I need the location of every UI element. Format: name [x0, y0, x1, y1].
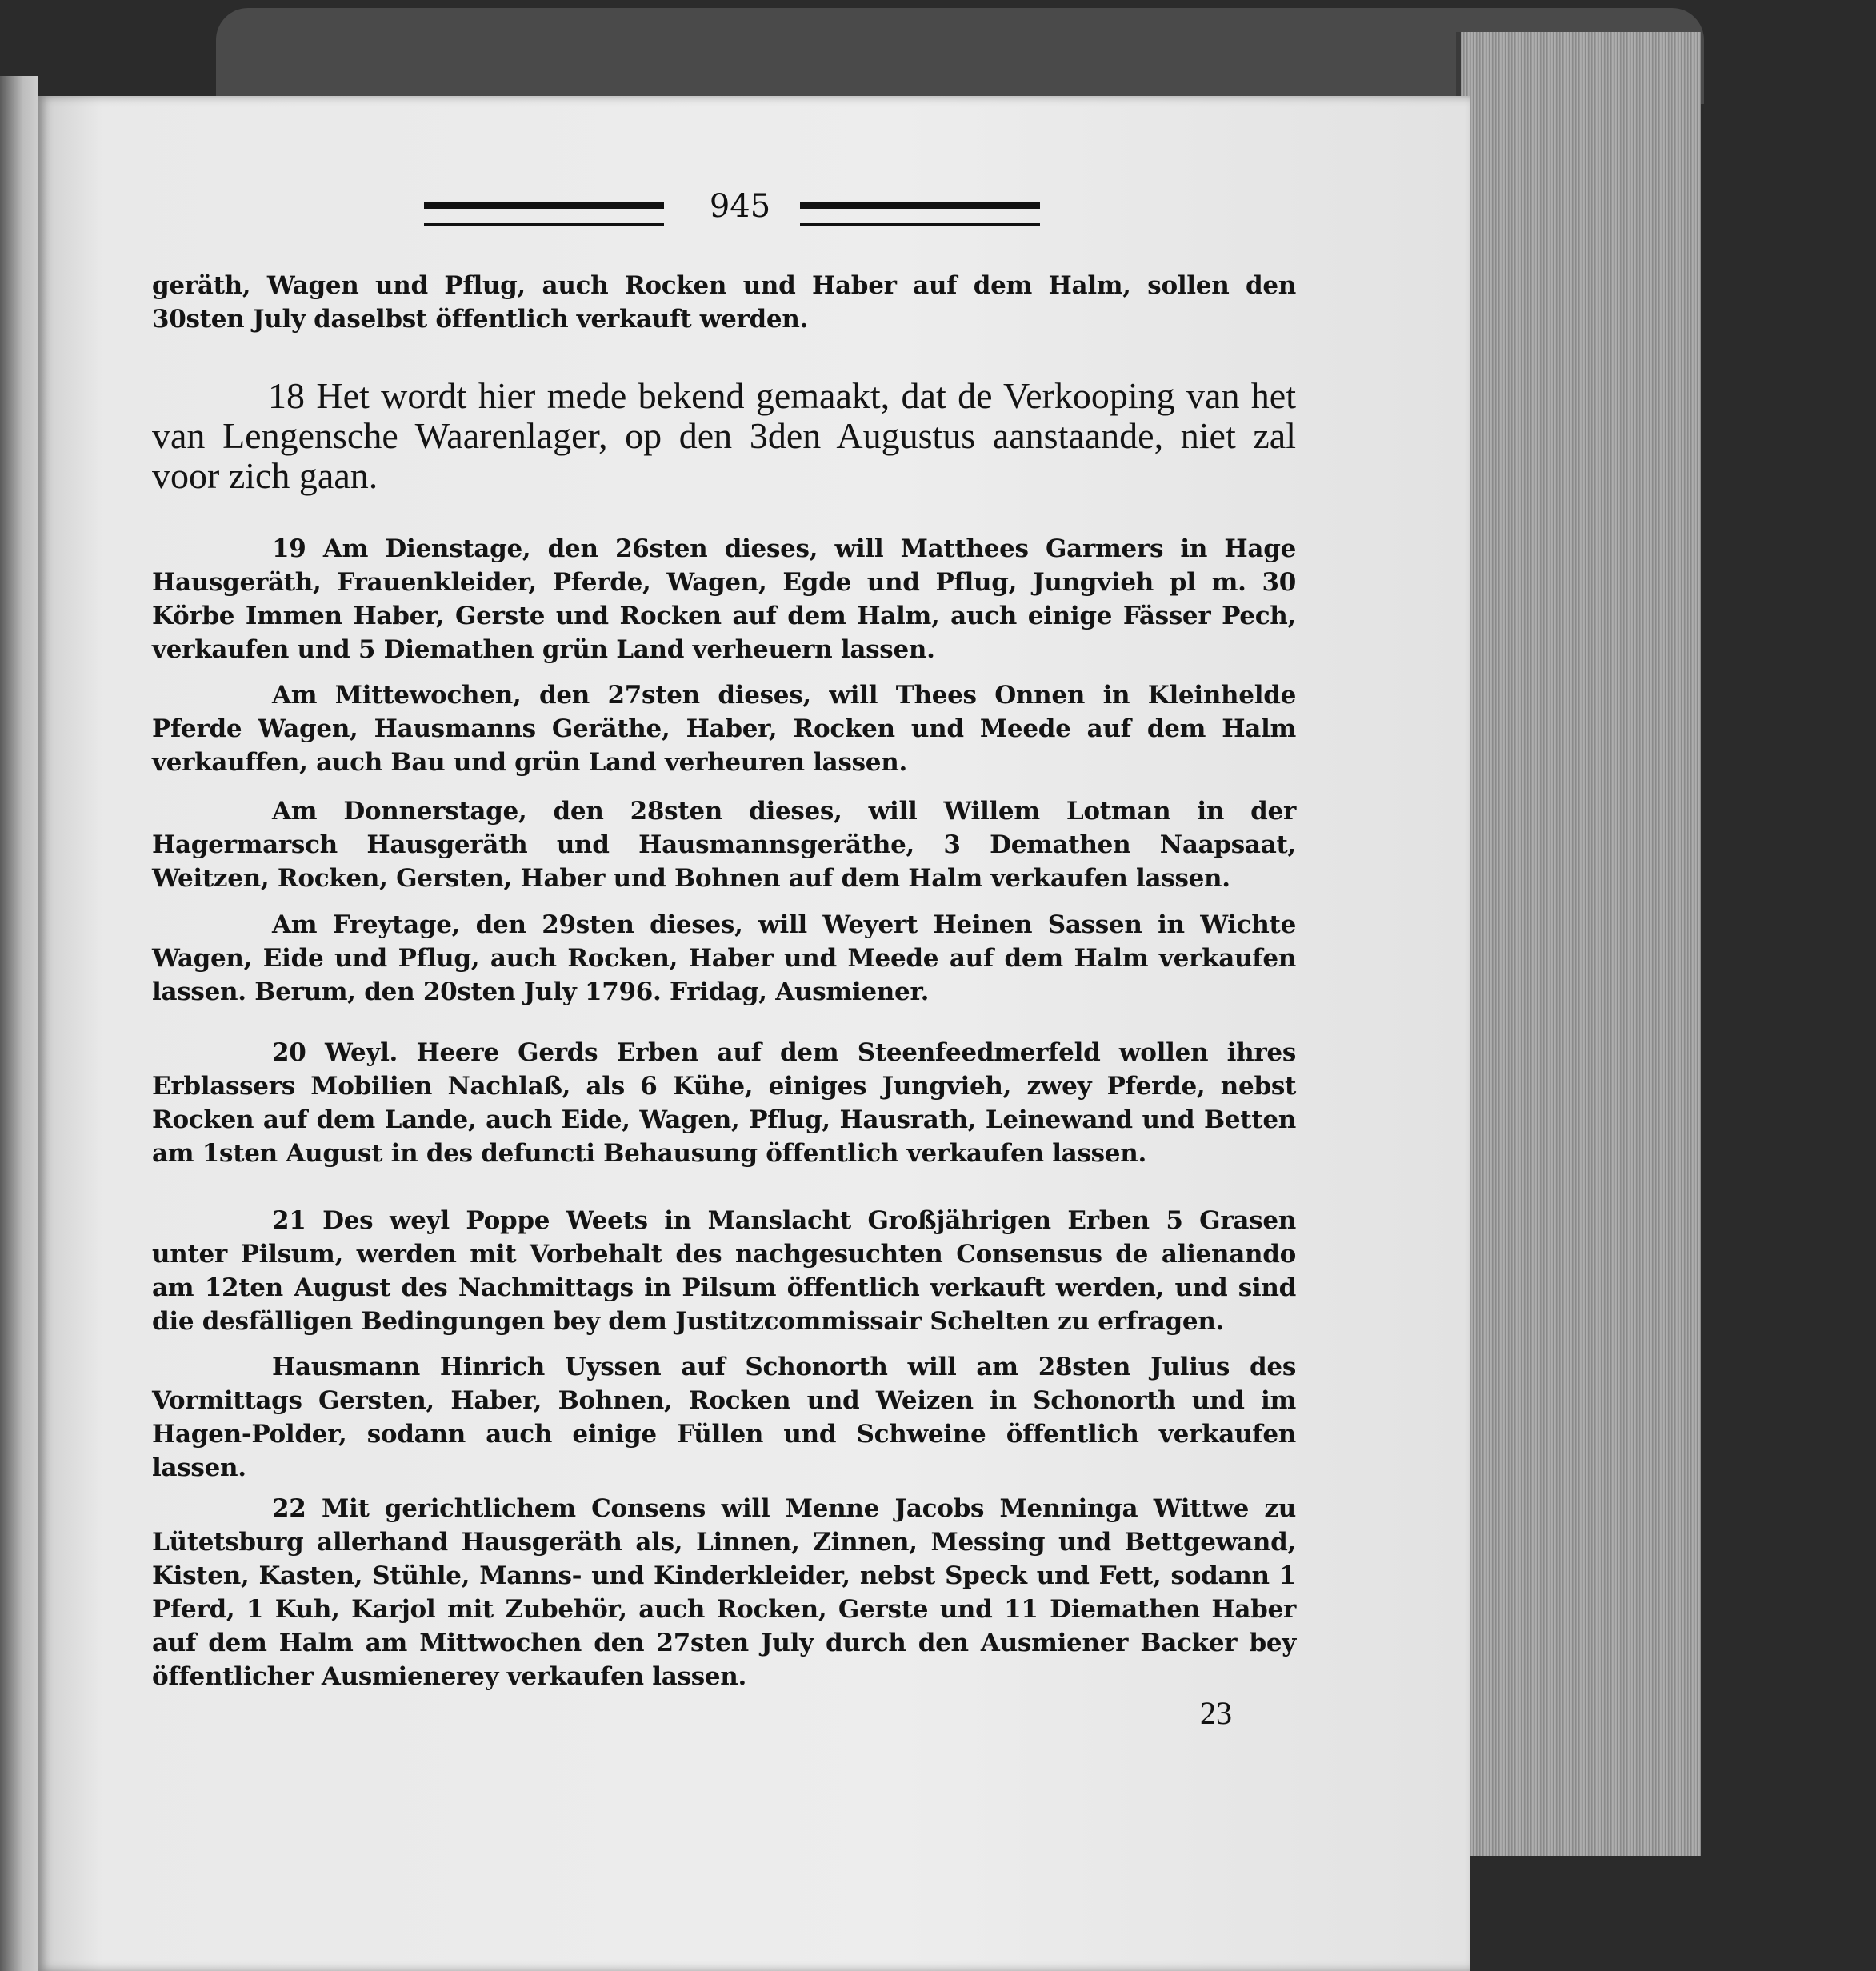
paragraph-continuation: geräth, Wagen und Pflug, auch Rocken und Haber auf dem Halm, sollen den 30sten July daselbst öffentlich verkauft werden. [152, 271, 1296, 334]
header-rule-left [424, 202, 664, 226]
paragraph-19-wednesday: Am Mittewochen, den 27sten dieses, will Thees Onnen in Kleinhelde Pferde Wagen, Hausmanns Geräthe, Haber, Rocken und Meede auf dem Halm verkauffen, auch Bau und grün Land verheuren lassen. [152, 681, 1296, 777]
page-header [384, 188, 1184, 236]
paragraph-19-thursday: Am Donnerstage, den 28sten dieses, will Willem Lotman in der Hagermarsch Hausgeräth und Hausmannsgeräthe, 3 Demathen Naapsaat, Weitzen, Rocken, Gersten, Haber und Bohnen auf dem Halm verkaufen lassen. [152, 797, 1296, 893]
header-rule-right [800, 202, 1040, 226]
paragraph-21: 21 Des weyl Poppe Weets in Manslacht Großjährigen Erben 5 Grasen unter Pilsum, werden mit Vorbehalt des nachgesuchten Consensus de alienando am 12ten August des Nachmittags in Pilsum öffentlich verkauft werden, und sind die desfälligen Bedingungen bey dem Justitzcommissair Schelten zu erfragen. [152, 1206, 1296, 1336]
paragraph-19-friday: Am Freytage, den 29sten dieses, will Weyert Heinen Sassen in Wichte Wagen, Eide und Pflug, auch Rocken, Haber und Meede auf dem Halm verkaufen lassen. Berum, den 20sten July 1796. Fridag, Ausmiener. [152, 910, 1296, 1006]
paragraph-18-dutch: 18 Het wordt hier mede bekend gemaakt, dat de Verkooping van het van Lengensche Waarenlager, op den 3den Augustus aanstaande, niet zal voor zich gaan. [152, 375, 1296, 496]
left-page-edge [0, 76, 38, 1971]
book-fore-edge [1456, 32, 1701, 1856]
paragraph-19: 19 Am Dienstage, den 26sten dieses, will Matthees Garmers in Hage Hausgeräth, Frauenkleider, Pferde, Wagen, Egde und Pflug, Jungvieh pl m. 30 Körbe Immen Haber, Gerste und Rocken auf dem Halm, auch einige Fässer Pech, verkaufen und 5 Diemathen grün Land verheuern lassen. [152, 534, 1296, 664]
catchword: 23 [1200, 1695, 1232, 1731]
page-number: 945 [709, 188, 771, 225]
paragraph-20: 20 Weyl. Heere Gerds Erben auf dem Steenfeedmerfeld wollen ihres Erblassers Mobilien Nachlaß, als 6 Kühe, einiges Jungvieh, zwey Pferde, nebst Rocken auf dem Lande, auch Eide, Wagen, Pflug, Hausrath, Leinewand und Betten am 1sten August in des defuncti Behausung öffentlich verkaufen lassen. [152, 1038, 1296, 1168]
paragraph-22: 22 Mit gerichtlichem Consens will Menne Jacobs Menninga Wittwe zu Lütetsburg allerhand Hausgeräth als, Linnen, Zinnen, Messing und Bettgewand, Kisten, Kasten, Stühle, Manns- und Kinderkleider, nebst Speck und Fett, sodann 1 Pferd, 1 Kuh, Karjol mit Zubehör, auch Rocken, Gerste und 11 Diemathen Haber auf dem Halm am Mittwochen den 27sten July durch den Ausmiener Backer bey öffentlicher Ausmienerey verkaufen lassen. [152, 1494, 1296, 1691]
paragraph-21-hausmann: Hausmann Hinrich Uyssen auf Schonorth will am 28sten Julius des Vormittags Gersten, Haber, Bohnen, Rocken und Weizen in Schonorth und im Hagen-Polder, sodann auch einige Füllen und Schweine öffentlich verkaufen lassen. [152, 1353, 1296, 1482]
